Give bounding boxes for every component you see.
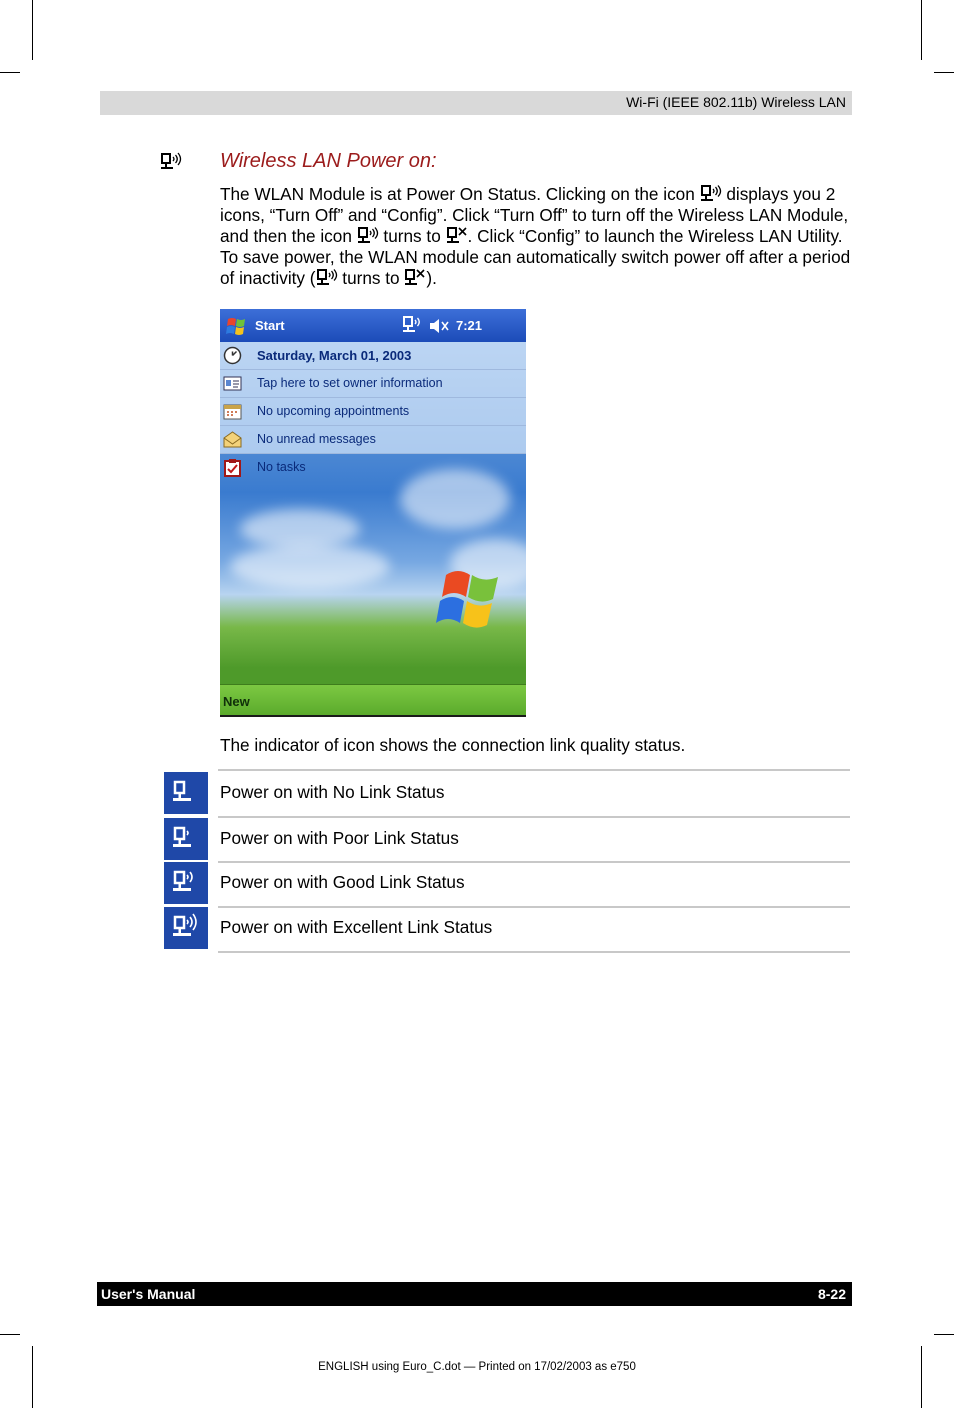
crop-mark <box>921 0 922 60</box>
calendar-icon <box>223 402 242 421</box>
section-title: Wireless LAN Power on: <box>220 150 437 172</box>
owner-card-icon <box>223 374 242 393</box>
divider <box>220 715 526 717</box>
wlan-off-icon <box>404 269 426 287</box>
wlan-good-link-icon <box>164 862 208 904</box>
wlan-no-link-icon <box>164 772 208 814</box>
pda-today-item[interactable]: Tap here to set owner information <box>220 370 526 398</box>
wlan-on-icon <box>316 269 338 287</box>
windows-flag-icon[interactable] <box>224 313 250 339</box>
clock-icon <box>223 346 242 365</box>
pda-clock[interactable]: 7:21 <box>456 318 483 333</box>
table-row: Power on with No Link Status <box>164 772 850 816</box>
pda-today-item[interactable]: Saturday, March 01, 2003 <box>220 342 526 370</box>
crop-mark <box>32 1346 33 1408</box>
wlan-off-icon <box>446 227 468 245</box>
table-rule <box>218 951 850 953</box>
table-row: Power on with Good Link Status <box>164 862 850 906</box>
crop-mark <box>921 1346 922 1408</box>
running-header <box>100 91 852 115</box>
envelope-icon <box>223 430 242 449</box>
intro-paragraph: The WLAN Module is at Power On Status. Clicking on the icon displays you 2 icons, “Turn Off” and “Config”. Click “Turn Off” to turn off the Wireless LAN Module, and then the icon turns to . Click “Config” to launch the Wireless LAN Utility. To save power, the WLAN module can automatically switch power off after a period of inactivity ( turns to ). <box>220 184 851 288</box>
crop-mark <box>0 72 20 73</box>
crop-mark <box>32 0 33 60</box>
pda-title-bar <box>220 309 526 342</box>
table-row: Power on with Poor Link Status <box>164 818 850 862</box>
pda-today-item[interactable]: No upcoming appointments <box>220 398 526 426</box>
table-rule <box>218 769 850 771</box>
pda-today-item[interactable]: No tasks <box>220 454 526 481</box>
wlan-excellent-link-icon <box>164 907 208 949</box>
pda-today-screenshot <box>220 309 526 717</box>
pda-start-button[interactable]: Start <box>255 318 285 333</box>
table-row: Power on with Excellent Link Status <box>164 907 850 951</box>
speaker-muted-icon[interactable] <box>428 317 450 335</box>
running-header-title: Wi-Fi (IEEE 802.11b) Wireless LAN <box>626 94 846 110</box>
running-footer <box>97 1282 852 1306</box>
wlan-icon <box>160 152 182 172</box>
wlan-on-icon <box>357 227 379 245</box>
cloud <box>240 509 360 549</box>
pda-menu-bar <box>220 684 526 717</box>
pda-today-item[interactable]: No unread messages <box>220 426 526 454</box>
cloud <box>230 544 390 589</box>
indicator-caption: The indicator of icon shows the connection link quality status. <box>220 735 686 755</box>
crop-mark <box>934 1334 954 1335</box>
wlan-on-icon <box>700 185 722 203</box>
crop-mark <box>0 1334 20 1335</box>
pda-new-menu[interactable]: New <box>223 694 250 709</box>
tasks-icon <box>223 458 242 477</box>
print-note: ENGLISH using Euro_C.dot — Printed on 17/02/2003 as e750 <box>318 1361 636 1373</box>
windows-xp-logo <box>434 567 506 633</box>
crop-mark <box>934 72 954 73</box>
footer-manual-title: User's Manual <box>101 1286 196 1302</box>
page-number: 8-22 <box>817 1286 846 1302</box>
wlan-tray-icon[interactable] <box>402 316 424 334</box>
wlan-poor-link-icon <box>164 818 208 860</box>
